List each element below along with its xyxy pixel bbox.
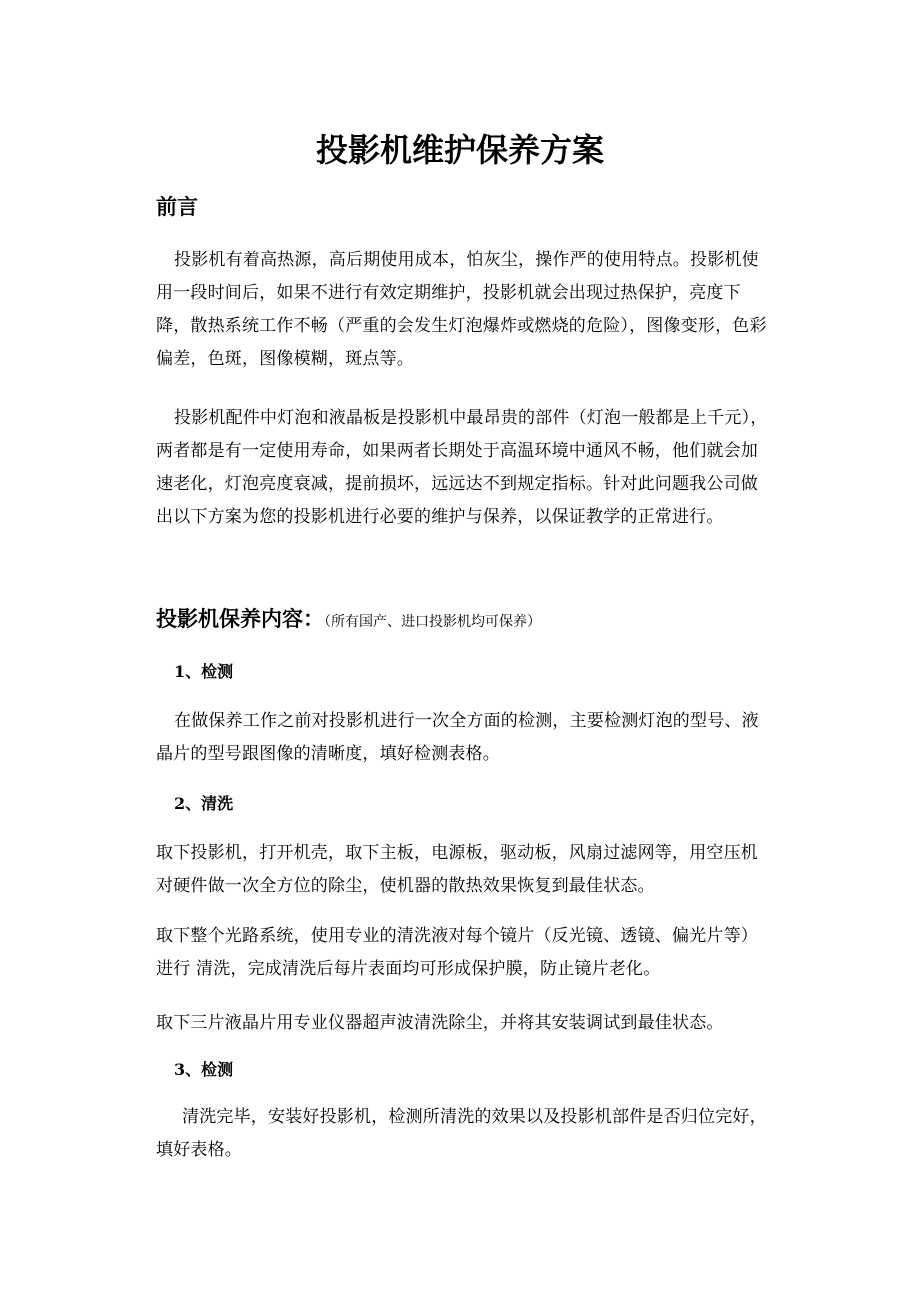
maintenance-heading-note: （所有国产、进口投影机均可保养） (324, 614, 541, 630)
document-title: 投影机维护保养方案 (315, 131, 604, 169)
maintenance-heading-text: 投影机保养内容： (156, 607, 324, 631)
section-2-paragraph-2: 取下整个光路系统，使用专业的清洗液对每个镜片（反光镜、透镜、偏光片等）进行 清洗，完成清洗后每片表面均可形成保护膜，防止镜片老化。 (156, 926, 758, 979)
section-1-paragraph: 在做保养工作之前对投影机进行一次全方面的检测，主要检测灯泡的型号、液晶片的型号跟图像的清晰度，填好检测表格。 (156, 711, 759, 764)
section-3-paragraph: 清洗完毕，安装好投影机，检测所清洗的效果以及投影机部件是否归位完好，填好表格。 (156, 1107, 767, 1160)
section-3-heading: 3、检测 (174, 1060, 234, 1079)
maintenance-heading (156, 604, 768, 637)
section-1-heading: 1、检测 (174, 662, 234, 681)
preface-heading: 前言 (156, 195, 198, 219)
section-2-heading: 2、清洗 (174, 794, 234, 813)
section-2-paragraph-3: 取下三片液晶片用专业仪器超声波清洗除尘，并将其安装调试到最佳状态。 (156, 1013, 724, 1033)
section-2-paragraph-1: 取下投影机，打开机壳，取下主板，电源板，驱动板，风扇过滤网等，用空压机对硬件做一次全方位的除尘，使机器的散热效果恢复到最佳状态。 (156, 843, 758, 896)
preface-paragraph-1: 投影机有着高热源，高后期使用成本，怕灰尘，操作严的使用特点。投影机使用一段时间后，如果不进行有效定期维护，投影机就会出现过热保护，亮度下降，散热系统工作不畅（严重的会发生灯泡爆炸或燃烧的危险），图像变形，色彩偏差，色斑，图像模糊，斑点等。 (156, 250, 767, 369)
preface-paragraph-2: 投影机配件中灯泡和液晶板是投影机中最昂贵的部件（灯泡一般都是上千元），两者都是有一定使用寿命，如果两者长期处于高温环境中通风不畅，他们就会加速老化，灯泡亮度衰减，提前损坏，远远达不到规定指标。针对此问题我公司做出以下方案为您的投影机进行必要的维护与保养，以保证教学的正常进行。 (156, 408, 768, 527)
